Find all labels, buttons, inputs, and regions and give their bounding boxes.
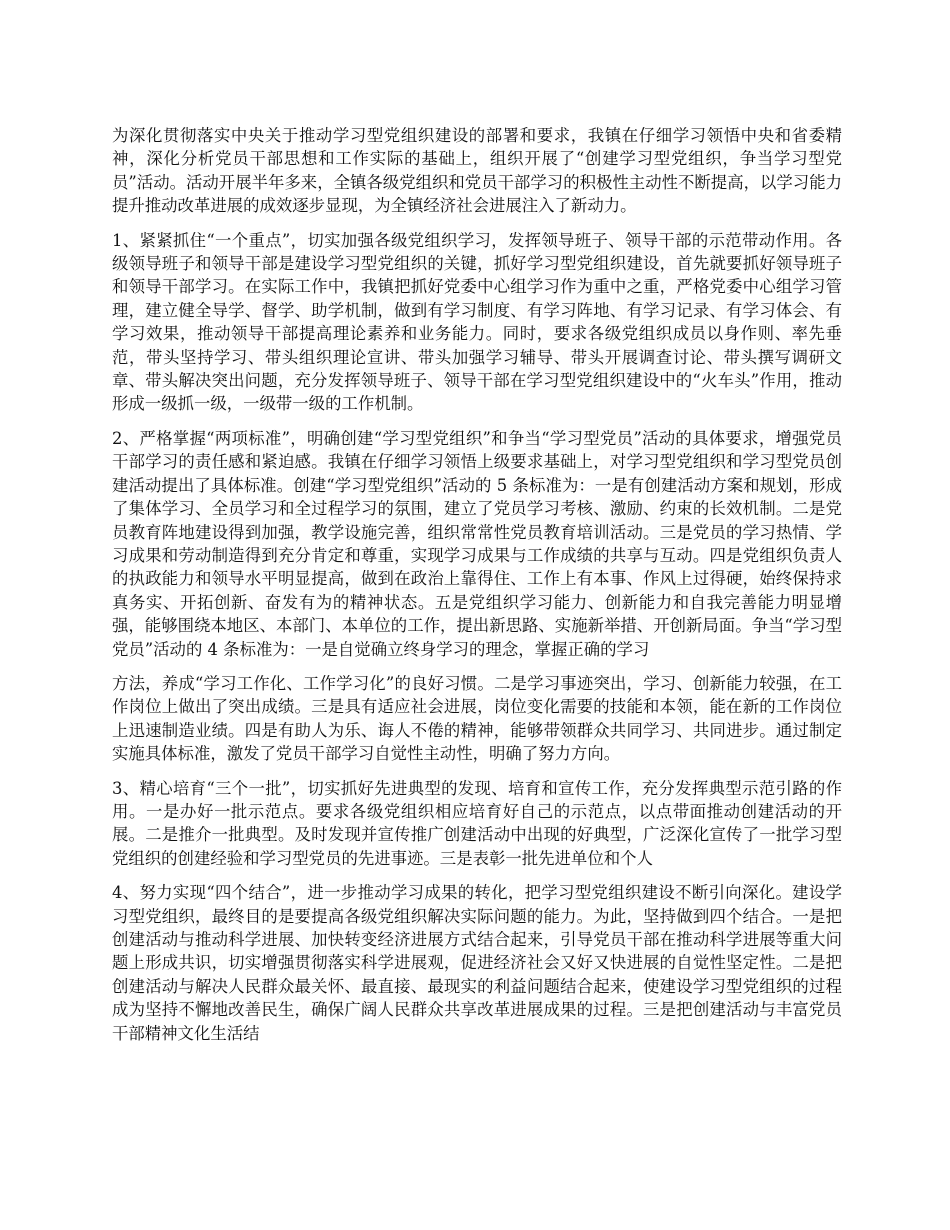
paragraph-section-4: 4、努力实现“四个结合”，进一步推动学习成果的转化，把学习型党组织建设不断引向深化。建设学习型党组织，最终目的是要提高各级党组织解决实际问题的能力。为此，坚持做到四个结合。一是把创建活动与推动科学进展、加快转变经济进展方式结合起来，引导党员干部在推动科学进展等重大问题上形成共识，切实增强贯彻落实科学进展观，促进经济社会又好又快进展的自觉性坚定性。二是把创建活动与解决人民群众最关怀、最直接、最现实的利益问题结合起来，使建设学习型党组织的过程成为坚持不懈地改善民生，确保广阔人民群众共享改革进展成果的过程。三是把创建活动与丰富党员干部精神文化生活结 xyxy=(112,883,842,1043)
paragraph-section-2: 2、严格掌握“两项标准”，明确创建“学习型党组织”和争当“学习型党员”活动的具体要求，增强党员干部学习的责任感和紧迫感。我镇在仔细学习领悟上级要求基础上，对学习型党组织和学习型党员创建活动提出了具体标准。创建“学习型党组织”活动的 5 条标准为：一是有创建活动方案和规划，形成了集体学习、全员学习和全过程学习的氛围，建立了党员学习考核、激励、约束的长效机制。二是党员教育阵地建设得到加强，教学设施完善，组织常常性党员教育培训活动。三是党员的学习热情、学习成果和劳动制造得到充分肯定和尊重，实现学习成果与工作成绩的共享与互动。四是党组织负责人的执政能力和领导水平明显提高，做到在政治上靠得住、工作上有本事、作风上过得硬，始终保持求真务实、开拓创新、奋发有为的精神状态。五是党组织学习能力、创新能力和自我完善能力明显增强，能够围绕本地区、本部门、本单位的工作，提出新思路、实施新举措、开创新局面。争当“学习型党员”活动的 4 条标准为：一是自觉确立终身学习的理念，掌握正确的学习 xyxy=(112,428,842,659)
paragraph-intro: 为深化贯彻落实中央关于推动学习型党组织建设的部署和要求，我镇在仔细学习领悟中央和省委精神，深化分析党员干部思想和工作实际的基础上，组织开展了“创建学习型党组织，争当学习型党员”活动。活动开展半年多来，全镇各级党组织和党员干部学习的积极性主动性不断提高，以学习能力提升推动改革进展的成效逐步显现，为全镇经济社会进展注入了新动力。 xyxy=(112,126,842,216)
paragraph-section-1: 1、紧紧抓住“一个重点”，切实加强各级党组织学习，发挥领导班子、领导干部的示范带动作用。各级领导班子和领导干部是建设学习型党组织的关键，抓好学习型党组织建设，首先就要抓好领导班子和领导干部学习。在实际工作中，我镇把抓好党委中心组学习作为重中之重，严格党委中心组学习管理，建立健全导学、督学、助学机制，做到有学习制度、有学习阵地、有学习记录、有学习体会、有学习效果，推动领导干部提高理论素养和业务能力。同时，要求各级党组织成员以身作则、率先垂范，带头坚持学习、带头组织理论宣讲、带头加强学习辅导、带头开展调查讨论、带头撰写调研文章、带头解决突出问题，充分发挥领导班子、领导干部在学习型党组织建设中的“火车头”作用，推动形成一级抓一级，一级带一级的工作机制。 xyxy=(112,230,842,414)
paragraph-section-3: 3、精心培育“三个一批”，切实抓好先进典型的发现、培育和宣传工作，充分发挥典型示范引路的作用。一是办好一批示范点。要求各级党组织相应培育好自己的示范点，以点带面推动创建活动的开展。二是推介一批典型。及时发现并宣传推广创建活动中出现的好典型，广泛深化宣传了一批学习型党组织的创建经验和学习型党员的先进事迹。三是表彰一批先进单位和个人 xyxy=(112,778,842,868)
document-body xyxy=(112,124,842,1056)
paragraph-section-2-continued: 方法，养成“学习工作化、工作学习化”的良好习惯。二是学习事迹突出，学习、创新能力较强，在工作岗位上做出了突出成绩。三是具有适应社会进展，岗位变化需要的技能和本领，能在新的工作岗位上迅速制造业绩。四是有助人为乐、诲人不倦的精神，能够带领群众共同学习、共同进步。通过制定实施具体标准，激发了党员干部学习自觉性主动性，明确了努力方向。 xyxy=(112,673,842,764)
